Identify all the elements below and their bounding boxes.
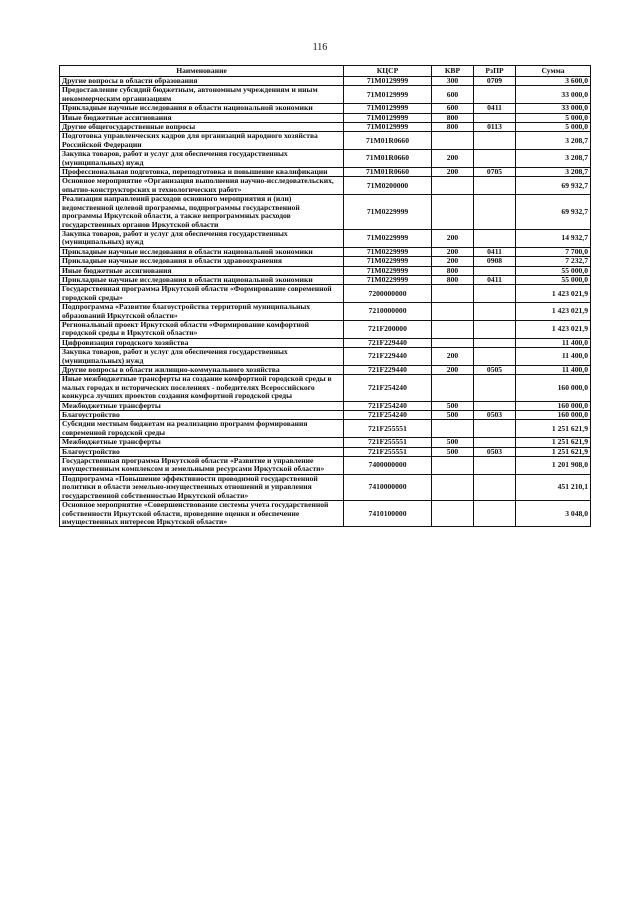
budget-table	[59, 65, 591, 527]
cell-sum: 5 000,0	[516, 113, 591, 122]
cell-kvr	[432, 177, 474, 195]
cell-kcsr: 71М0229999	[344, 266, 432, 275]
cell-kcsr: 71М0129999	[344, 77, 432, 86]
cell-name: Другие вопросы в области образования	[60, 77, 344, 86]
cell-name: Предоставление субсидий бюджетным, автономным учреждениям и иным некоммерческим организациям	[60, 86, 344, 104]
cell-kcsr: 721F200000	[344, 320, 432, 338]
cell-sum: 5 000,0	[516, 123, 591, 132]
cell-name: Прикладные научные исследования в области национальной экономики	[60, 104, 344, 113]
cell-kcsr: 71М01R0660	[344, 132, 432, 150]
cell-sum: 3 600,0	[516, 77, 591, 86]
cell-sum: 3 208,7	[516, 168, 591, 177]
cell-rzpr	[474, 229, 516, 247]
cell-rzpr	[474, 501, 516, 527]
cell-kvr	[432, 457, 474, 475]
cell-kvr	[432, 474, 474, 500]
cell-kcsr: 721F255551	[344, 438, 432, 447]
cell-sum: 3 208,7	[516, 132, 591, 150]
cell-name: Межбюджетные трансферты	[60, 401, 344, 410]
table-row	[60, 375, 591, 401]
cell-sum: 11 400,0	[516, 338, 591, 347]
cell-rzpr: 0113	[474, 123, 516, 132]
cell-rzpr	[474, 132, 516, 150]
cell-sum: 7 232,7	[516, 257, 591, 266]
cell-kcsr: 7200000000	[344, 285, 432, 303]
header-kcsr: КЦСР	[344, 66, 432, 77]
cell-sum: 1 251 621,9	[516, 438, 591, 447]
cell-name: Подготовка управленческих кадров для организаций народного хозяйства Российской Федерации	[60, 132, 344, 150]
cell-rzpr: 0505	[474, 366, 516, 375]
cell-kcsr: 721F255551	[344, 420, 432, 438]
cell-kcsr: 721F229440	[344, 348, 432, 366]
cell-kvr	[432, 195, 474, 230]
cell-name: Подпрограмма «Повышение эффективности проводимой государственной политики в области земельно-имущественных отношений и управления государственной собственностью Иркутской области»	[60, 474, 344, 500]
table-row	[60, 177, 591, 195]
table-row	[60, 348, 591, 366]
cell-kcsr: 71М0229999	[344, 229, 432, 247]
cell-name: Другие общегосударственные вопросы	[60, 123, 344, 132]
cell-kcsr: 71М0129999	[344, 123, 432, 132]
cell-rzpr	[474, 375, 516, 401]
cell-kvr	[432, 375, 474, 401]
cell-sum: 11 400,0	[516, 366, 591, 375]
table-row	[60, 195, 591, 230]
table-body	[60, 77, 591, 527]
table-row	[60, 303, 591, 321]
cell-sum: 55 000,0	[516, 266, 591, 275]
table-row	[60, 86, 591, 104]
cell-name: Закупка товаров, работ и услуг для обеспечения государственных (муниципальных) нужд	[60, 348, 344, 366]
cell-kvr	[432, 132, 474, 150]
cell-sum: 14 932,7	[516, 229, 591, 247]
cell-rzpr	[474, 457, 516, 475]
cell-kvr: 600	[432, 104, 474, 113]
cell-name: Благоустройство	[60, 411, 344, 420]
cell-kcsr: 71М0229999	[344, 247, 432, 256]
table-row	[60, 150, 591, 168]
cell-kvr: 800	[432, 113, 474, 122]
cell-kvr: 300	[432, 77, 474, 86]
cell-rzpr: 0908	[474, 257, 516, 266]
table-row	[60, 132, 591, 150]
cell-sum: 3 208,7	[516, 150, 591, 168]
cell-kvr	[432, 285, 474, 303]
header-sum: Сумма	[516, 66, 591, 77]
cell-name: Государственная программа Иркутской области «Формирование современной городской среды»	[60, 285, 344, 303]
header-kvr: КВР	[432, 66, 474, 77]
table-row	[60, 474, 591, 500]
cell-rzpr: 0709	[474, 77, 516, 86]
cell-kcsr: 71М0229999	[344, 195, 432, 230]
cell-name: Закупка товаров, работ и услуг для обеспечения государственных (муниципальных) нужд	[60, 229, 344, 247]
cell-kcsr: 71М0129999	[344, 104, 432, 113]
cell-kcsr: 721F254240	[344, 401, 432, 410]
page-number: 116	[312, 42, 328, 53]
cell-name: Иные бюджетные ассигнования	[60, 113, 344, 122]
table-row	[60, 229, 591, 247]
cell-kvr: 200	[432, 168, 474, 177]
cell-rzpr	[474, 150, 516, 168]
cell-sum: 7 700,0	[516, 247, 591, 256]
cell-sum: 1 423 021,9	[516, 303, 591, 321]
cell-kvr: 500	[432, 438, 474, 447]
cell-kcsr: 7210000000	[344, 303, 432, 321]
cell-rzpr	[474, 177, 516, 195]
cell-sum: 160 000,0	[516, 411, 591, 420]
cell-rzpr: 0503	[474, 411, 516, 420]
table-row	[60, 457, 591, 475]
cell-name: Другие вопросы в области жилищно-коммунального хозяйства	[60, 366, 344, 375]
cell-name: Прикладные научные исследования в области национальной экономики	[60, 275, 344, 284]
cell-rzpr: 0503	[474, 447, 516, 456]
cell-kcsr: 721F255551	[344, 447, 432, 456]
cell-kcsr: 721F229440	[344, 366, 432, 375]
table-row	[60, 401, 591, 410]
cell-kvr: 200	[432, 348, 474, 366]
cell-sum: 33 000,0	[516, 104, 591, 113]
cell-sum: 451 210,1	[516, 474, 591, 500]
cell-sum: 1 423 021,9	[516, 320, 591, 338]
cell-kcsr: 71М0229999	[344, 257, 432, 266]
cell-kvr	[432, 303, 474, 321]
cell-sum: 1 201 908,0	[516, 457, 591, 475]
cell-name: Прикладные научные исследования в области национальной экономики	[60, 247, 344, 256]
cell-sum: 1 251 621,9	[516, 447, 591, 456]
cell-kcsr: 71М01R0660	[344, 150, 432, 168]
cell-kvr: 500	[432, 447, 474, 456]
cell-kcsr: 71М0129999	[344, 86, 432, 104]
cell-kvr	[432, 338, 474, 347]
cell-sum: 1 423 021,9	[516, 285, 591, 303]
cell-rzpr	[474, 320, 516, 338]
cell-kcsr: 71М0200000	[344, 177, 432, 195]
table-row	[60, 285, 591, 303]
cell-kvr	[432, 320, 474, 338]
cell-name: Цифровизация городского хозяйства	[60, 338, 344, 347]
cell-kvr: 200	[432, 229, 474, 247]
cell-name: Профессиональная подготовка, переподготовка и повышение квалификации	[60, 168, 344, 177]
cell-kcsr: 7400000000	[344, 457, 432, 475]
table-row	[60, 420, 591, 438]
cell-kvr: 200	[432, 366, 474, 375]
cell-kcsr: 721F254240	[344, 375, 432, 401]
cell-name: Субсидии местным бюджетам на реализацию программ формирования современной городской среды	[60, 420, 344, 438]
cell-kvr: 500	[432, 411, 474, 420]
cell-kvr	[432, 501, 474, 527]
cell-rzpr	[474, 285, 516, 303]
cell-sum: 160 000,0	[516, 375, 591, 401]
cell-kcsr: 721F229440	[344, 338, 432, 347]
cell-kcsr: 7410100000	[344, 501, 432, 527]
cell-sum: 1 251 621,9	[516, 420, 591, 438]
cell-rzpr: 0411	[474, 275, 516, 284]
table-row	[60, 257, 591, 266]
cell-rzpr	[474, 438, 516, 447]
cell-rzpr: 0705	[474, 168, 516, 177]
cell-name: Основное мероприятие «Совершенствование системы учета государственной собственности Иркутской области, проведение оценки и обеспечение имущественных интересов Иркутской области»	[60, 501, 344, 527]
cell-kvr: 200	[432, 257, 474, 266]
cell-name: Закупка товаров, работ и услуг для обеспечения государственных (муниципальных) нужд	[60, 150, 344, 168]
cell-sum: 55 000,0	[516, 275, 591, 284]
header-rzpr: РзПР	[474, 66, 516, 77]
cell-sum: 69 932,7	[516, 195, 591, 230]
table-row	[60, 438, 591, 447]
cell-name: Иные межбюджетные трансферты на создание комфортной городской среды в малых городах и исторических поселениях - победителях Всероссийского конкурса лучших проектов создания комфортной городской среды	[60, 375, 344, 401]
cell-kcsr: 71М0129999	[344, 113, 432, 122]
cell-rzpr	[474, 474, 516, 500]
cell-rzpr	[474, 303, 516, 321]
cell-rzpr	[474, 195, 516, 230]
cell-name: Государственная программа Иркутской области «Развитие и управление имущественным комплексом и земельными ресурсами Иркутской области»	[60, 457, 344, 475]
cell-rzpr	[474, 86, 516, 104]
cell-name: Благоустройство	[60, 447, 344, 456]
table-header-row	[60, 66, 591, 77]
cell-name: Подпрограмма «Развитие благоустройства территорий муниципальных образований Иркутской области»	[60, 303, 344, 321]
cell-sum: 160 000,0	[516, 401, 591, 410]
table-row	[60, 501, 591, 527]
cell-sum: 69 932,7	[516, 177, 591, 195]
cell-rzpr: 0411	[474, 104, 516, 113]
cell-rzpr	[474, 338, 516, 347]
cell-kvr: 500	[432, 401, 474, 410]
cell-kvr: 200	[432, 247, 474, 256]
cell-kcsr: 71М01R0660	[344, 168, 432, 177]
cell-kvr: 200	[432, 150, 474, 168]
cell-name: Иные бюджетные ассигнования	[60, 266, 344, 275]
cell-kvr: 800	[432, 266, 474, 275]
table-row	[60, 320, 591, 338]
cell-kcsr: 7410000000	[344, 474, 432, 500]
cell-name: Прикладные научные исследования в области здравоохранения	[60, 257, 344, 266]
cell-name: Региональный проект Иркутской области «Формирование комфортной городской среды в Иркутской области»	[60, 320, 344, 338]
header-name: Наименование	[60, 66, 344, 77]
cell-kvr: 800	[432, 123, 474, 132]
table-row	[60, 104, 591, 113]
cell-sum: 3 048,0	[516, 501, 591, 527]
cell-kvr: 600	[432, 86, 474, 104]
cell-kvr: 800	[432, 275, 474, 284]
cell-rzpr	[474, 348, 516, 366]
cell-kvr	[432, 420, 474, 438]
cell-sum: 33 000,0	[516, 86, 591, 104]
cell-rzpr: 0411	[474, 247, 516, 256]
cell-kcsr: 71М0229999	[344, 275, 432, 284]
cell-name: Основное мероприятие «Организация выполнения научно-исследовательских, опытно-конструкторских и технологических работ»	[60, 177, 344, 195]
cell-name: Реализация направлений расходов основного мероприятия и (или) ведомственной целевой программы, подпрограммы государственной программы Иркутской области, а также непрограммных расходов государственных органов Иркутской области	[60, 195, 344, 230]
cell-kcsr: 721F254240	[344, 411, 432, 420]
cell-sum: 11 400,0	[516, 348, 591, 366]
cell-name: Межбюджетные трансферты	[60, 438, 344, 447]
cell-rzpr	[474, 420, 516, 438]
